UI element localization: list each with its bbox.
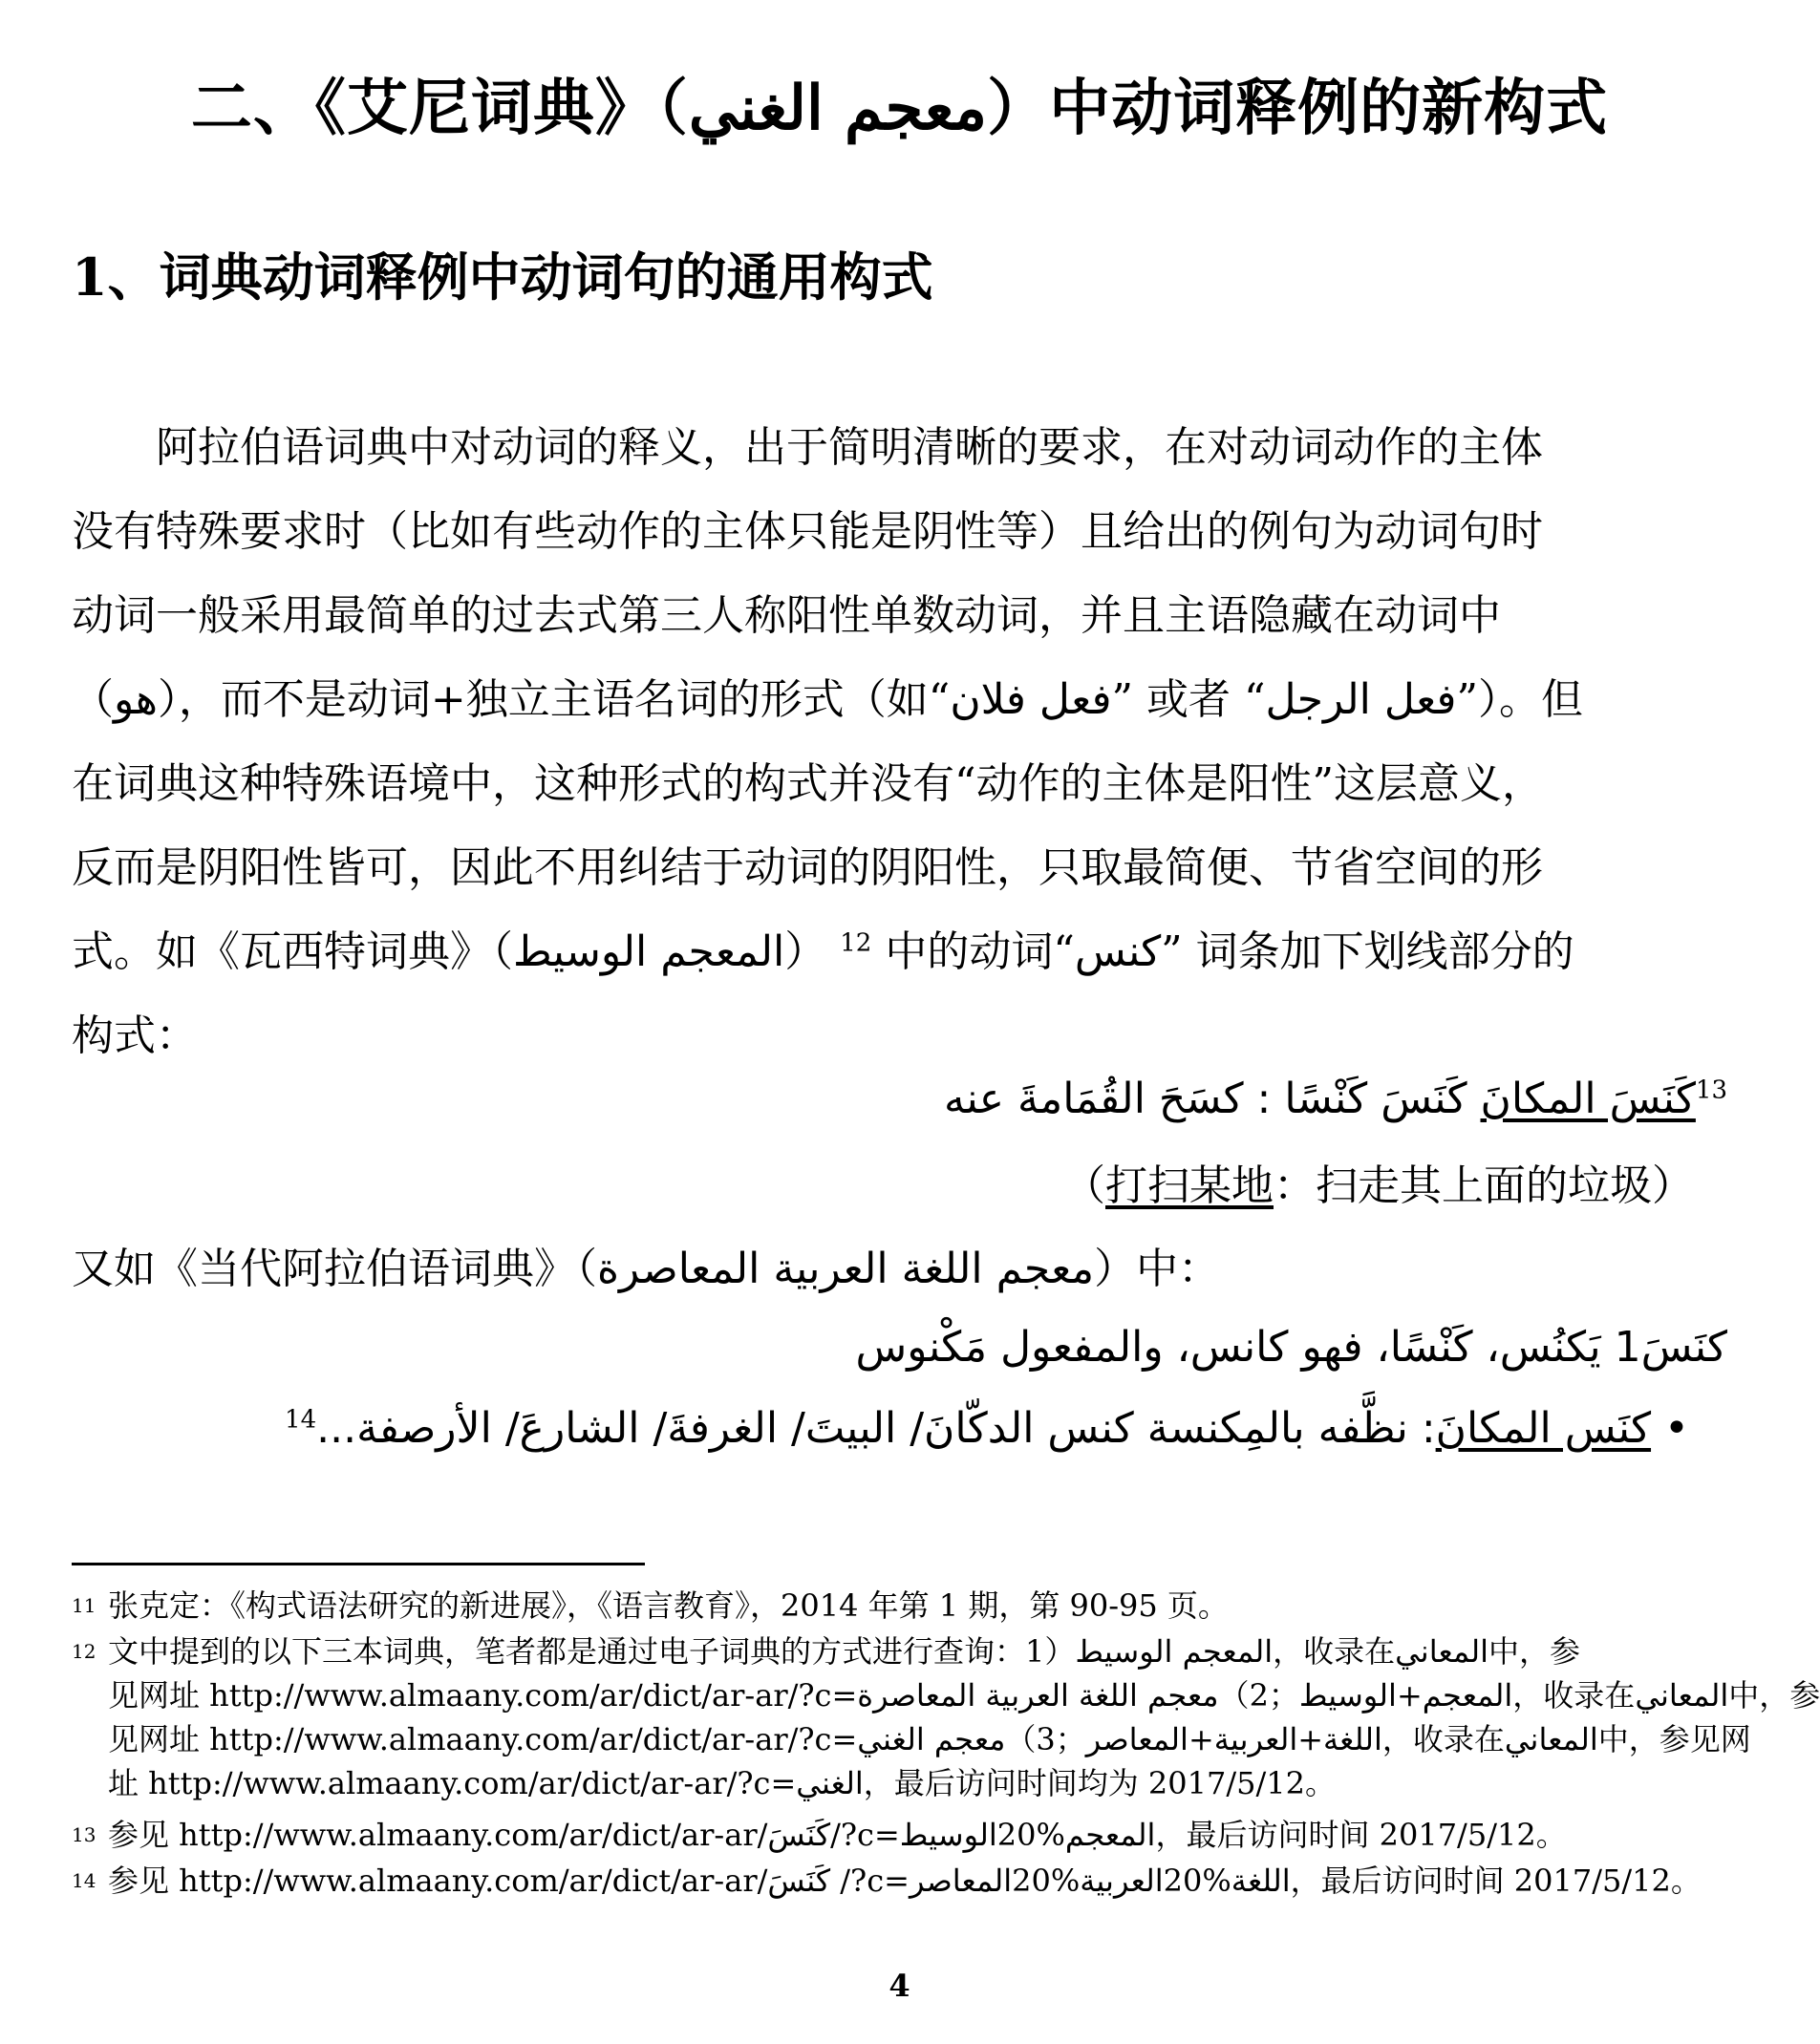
translation-rest: ：扫走其上面的垃圾）	[1274, 1161, 1694, 1210]
footnote-separator	[72, 1563, 645, 1565]
footnote-13	[72, 1813, 1734, 1857]
arabic-conjugation: كنَسَ1 يَكنُس، كَنْسًا، فهو كانس، والمفعول مَكْنوس	[855, 1323, 1727, 1372]
arabic-definition: : نظَّفه بالمِكنسة كنس الدكّانَ/ البيتَ/ الغرفةَ/ الشارعَ/ الأرصفة...	[316, 1404, 1436, 1453]
footnote-line: 见网址 http://www.almaany.com/ar/dict/ar-ar/?c=المعجم+الوسيط；2）معجم اللغة العربية المعاصرة，收录在المعاني中，参	[108, 1677, 1820, 1714]
footnote-line: 张克定：《构式语法研究的新进展》，《语言教育》，2014 年第 1 期，第 90-95 页。	[108, 1587, 1229, 1624]
footnote-ref-14: 14	[285, 1405, 317, 1435]
intro-suffix: ）中：	[1094, 1245, 1221, 1293]
underlined-translation: 打扫某地	[1105, 1161, 1274, 1210]
footnote-ref-12: 12	[840, 928, 872, 958]
body-paragraph	[72, 406, 1724, 1078]
arabic-example-1	[931, 1075, 1727, 1123]
underlined-headword: كنَس المكانَ	[1435, 1404, 1652, 1453]
footnote-number: 12	[72, 1640, 96, 1663]
paren-open: （	[1063, 1161, 1105, 1210]
body-line: 反而是阴阳性皆可，因此不用纠结于动词的阴阳性，只取最简便、节省空间的形	[72, 843, 1543, 892]
footnote-ref-13: 13	[1695, 1075, 1727, 1105]
page-number: 4	[889, 1968, 910, 2004]
footnote-line: 参见 http://www.almaany.com/ar/dict/ar-ar/كَنَسَ/?c=المعجم%20الوسيط，最后访问时间 2017/5/12。	[108, 1817, 1567, 1853]
body-line: 阿拉伯语词典中对动词的释义，出于简明清晰的要求，在对动词动作的主体	[72, 423, 1543, 472]
footnote-line: 文中提到的以下三本词典，笔者都是通过电子词典的方式进行查询：1）المعجم الوسيط，收录在المعاني中，参	[108, 1633, 1581, 1670]
body-line: 没有特殊要求时（比如有些动作的主体只能是阴性等）且给出的例句为动词句时	[72, 507, 1543, 556]
footnote-line: 见网址 http://www.almaany.com/ar/dict/ar-ar/?c=اللغة+العربية+المعاصر；3）معجم الغني，收录在المعاني中，参见网	[108, 1721, 1751, 1757]
footnote-12	[72, 1629, 1820, 1805]
body-line: 构式：	[72, 1011, 198, 1060]
arabic-definition: كَنَسَ كَنْسًا : كسَحَ القُمَامةَ عنه	[943, 1075, 1481, 1123]
footnote-11	[72, 1584, 1734, 1628]
footnote-line: 参见 http://www.almaany.com/ar/dict/ar-ar/كَنَسَ /?c=اللغة%20العربية%20المعاصر，最后访问时间 2017/5/12。	[108, 1863, 1702, 1899]
arabic-example-2-line1	[856, 1323, 1727, 1372]
body-line: 动词一般采用最简单的过去式第三人称阳性单数动词，并且主语隐藏在动词中	[72, 591, 1501, 640]
dictionary-name-arabic: معجم اللغة العربية المعاصرة	[597, 1245, 1095, 1293]
bullet: •	[1664, 1404, 1689, 1453]
footnote-line: 址 http://www.almaany.com/ar/dict/ar-ar/?c=الغني，最后访问时间均为 2017/5/12。	[108, 1765, 1336, 1801]
example-1-translation	[1063, 1151, 1694, 1212]
body-line-with-footnote	[72, 910, 1724, 994]
underlined-headword: كَنَسَ المكانَ	[1480, 1075, 1696, 1123]
footnote-number: 11	[72, 1594, 96, 1617]
body-line-tail: 中的动词“كنس” 词条加下划线部分的	[885, 927, 1574, 976]
arabic-example-2-line2	[285, 1404, 1689, 1453]
footnote-number: 13	[72, 1823, 96, 1846]
section-title: 二、《艾尼词典》（معجم الغني）中动词释例的新构式	[190, 73, 1609, 144]
footnote-number: 14	[72, 1869, 96, 1892]
example-2-intro	[72, 1234, 1220, 1295]
subsection-heading: 1、词典动词释例中动词句的通用构式	[72, 246, 933, 308]
footnote-14	[72, 1859, 1734, 1903]
body-line-text: 式。如《瓦西特词典》（المعجم الوسيط）	[72, 927, 827, 976]
body-line: （هو），而不是动词+独立主语名词的形式（如“فعل فلان” 或者 “فعل الرجل”）。但	[72, 675, 1583, 724]
intro-prefix: 又如《当代阿拉伯语词典》（	[72, 1245, 597, 1293]
body-line: 在词典这种特殊语境中，这种形式的构式并没有“动作的主体是阳性”这层意义，	[72, 759, 1544, 808]
